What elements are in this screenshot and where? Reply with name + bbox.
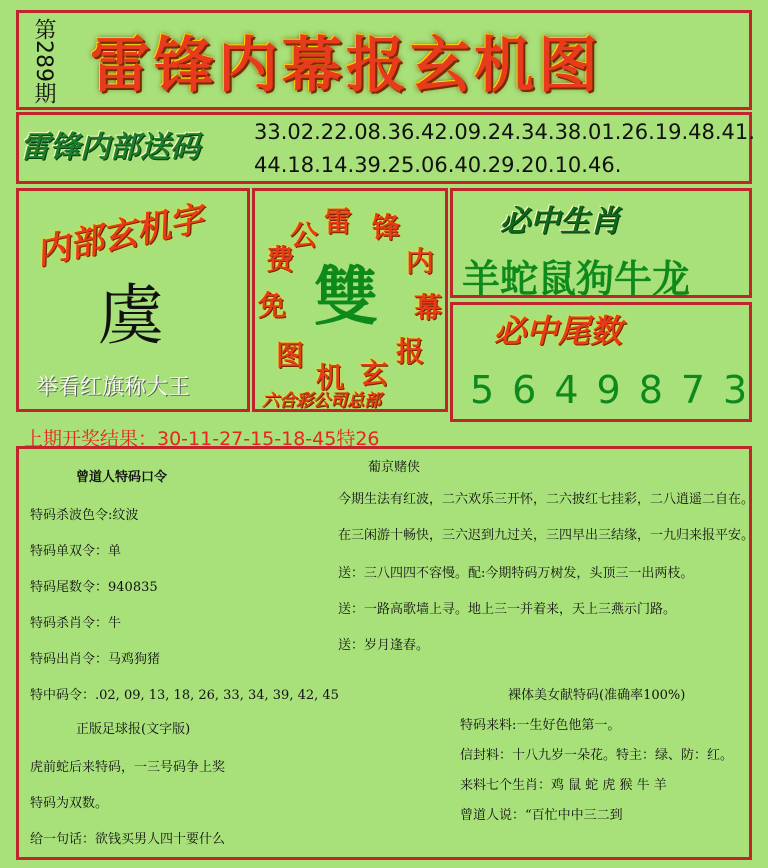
right-line-2: 送：三八四四不容慢。配:今期特码万树发，头顶三一出两枝。	[338, 566, 694, 581]
period-label: 第289期	[31, 18, 56, 104]
ring-char-2: 内	[406, 245, 435, 278]
right-line-1: 在三闲游十畅快，三六迟到九过关，三四早出三结缘，一九归来报平安。	[338, 528, 755, 543]
ring-char-7: 图	[276, 339, 305, 372]
page-title: 雷锋内幕报玄机图	[90, 31, 602, 101]
ring-char-1: 锋	[372, 211, 401, 244]
left-line2-0: 虎前蛇后来特码，一三号码争上奖	[30, 760, 226, 775]
secret-char: 虞	[98, 277, 164, 354]
right-line2-1: 信封料：十八九岁一朵花。特主：绿、防：红。	[460, 748, 734, 763]
left-line-5: 特中码令：.02, 09, 13, 18, 26, 33, 34, 39, 42, 45	[30, 688, 339, 703]
ring-char-3: 幕	[414, 291, 443, 324]
secret-char-phrase: 举看红旗称大王	[36, 375, 191, 400]
internal-numbers-line1: 33.02.22.08.36.42.09.24.34.38.01.26.19.48.41.	[254, 120, 755, 144]
internal-numbers-line2: 44.18.14.39.25.06.40.29.20.10.46.	[254, 153, 622, 177]
left-line-3: 特码杀肖令：牛	[30, 616, 122, 631]
right-line2-0: 特码来料:一生好色他第一。	[460, 718, 621, 733]
tail-numbers-label: 必中尾数	[494, 312, 623, 350]
ring-char-10: 公	[290, 219, 319, 252]
left-title: 曾道人特码口令	[76, 470, 168, 485]
center-footer: 六合彩公司总部	[262, 391, 381, 411]
left-line-2: 特码尾数令：940835	[30, 580, 158, 595]
ring-char-8: 免	[258, 289, 287, 322]
left-line2-1: 特码为双数。	[30, 796, 109, 811]
right-line2-3: 曾道人说：“百忙中中三二到	[460, 808, 623, 823]
left-subtitle2: 正版足球报(文字版)	[76, 722, 191, 737]
ring-char-9: 费	[266, 243, 295, 276]
zodiac-animals: 羊蛇鼠狗牛龙	[462, 256, 691, 301]
left-line-1: 特码单双令：单	[30, 544, 122, 559]
zodiac-label: 必中生肖	[500, 204, 620, 239]
left-line-0: 特码杀波色令:纹波	[30, 508, 139, 523]
right-line2-2: 来料七个生肖：鸡 鼠 蛇 虎 猴 牛 羊	[460, 778, 667, 793]
right-title: 葡京赌侠	[368, 460, 421, 475]
right-title2: 裸体美女献特码(准确率100%)	[508, 688, 686, 703]
ring-char-5: 玄	[360, 357, 389, 390]
tail-numbers-digits: 5649873	[470, 368, 766, 412]
ring-char-0: 雷	[324, 205, 353, 238]
ring-char-4: 报	[396, 335, 425, 368]
center-big-char: 雙	[314, 260, 378, 335]
right-line-4: 送：岁月逢春。	[338, 638, 430, 653]
ring-char-6: 机	[316, 361, 345, 394]
right-line-3: 送：一路高歌墙上寻。地上三一并着来，天上三燕示门路。	[338, 602, 677, 617]
internal-numbers-label: 雷锋内部送码	[20, 130, 200, 165]
secret-char-label: 内部玄机字	[32, 198, 208, 274]
left-line-4: 特码出肖令：马鸡狗猪	[30, 652, 161, 667]
right-line-0: 今期生法有红波，二六欢乐三开怀，二六披红七挂彩，二八逍遥二自在。	[338, 492, 755, 507]
last-result: 上期开奖结果：30-11-27-15-18-45特26	[24, 428, 380, 450]
left-line2-2: 给一句话：欲钱买男人四十要什么	[30, 832, 226, 847]
